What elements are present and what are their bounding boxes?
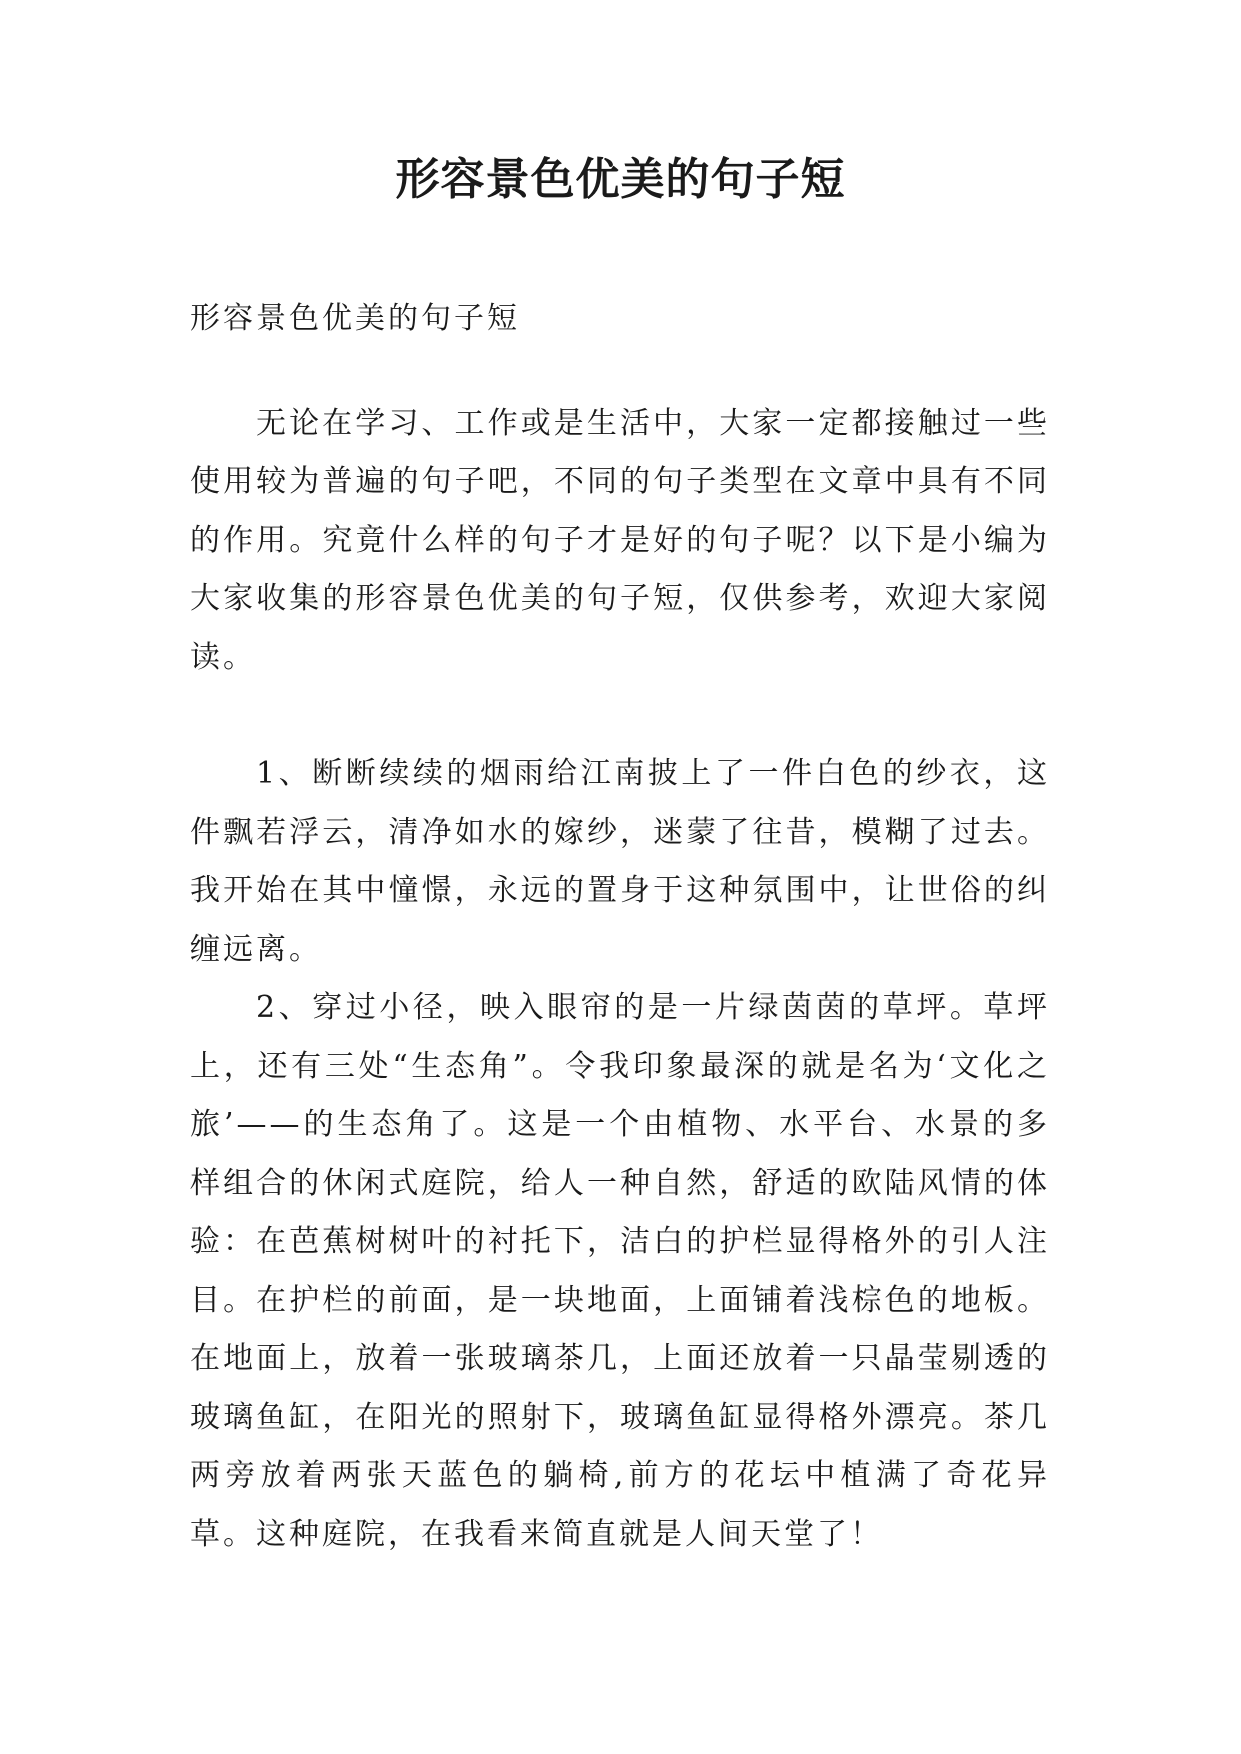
document-title: 形容景色优美的句子短 bbox=[395, 154, 846, 205]
intro-paragraph: 无论在学习、工作或是生活中，大家一定都接触过一些使用较为普遍的句子吧，不同的句子类型在文章中具有不同的作用。究竟什么样的句子才是好的句子呢？以下是小编为大家收集的形容景色优美的句子短，仅供参考，欢迎大家阅读。 bbox=[190, 405, 1050, 675]
document-subtitle: 形容景色优美的句子短 bbox=[190, 301, 520, 336]
paragraph-item-1: 1、断断续续的烟雨给江南披上了一件白色的纱衣，这件飘若浮云，清净如水的嫁纱，迷蒙了往昔，模糊了过去。我开始在其中憧憬，永远的置身于这种氛围中，让世俗的纠缠远离。 bbox=[190, 756, 1050, 967]
document-body bbox=[190, 290, 1050, 1564]
paragraph-item-2: 2、穿过小径，映入眼帘的是一片绿茵茵的草坪。草坪上，还有三处“生态角”。令我印象最深的就是名为‘文化之旅’——的生态角了。这是一个由植物、水平台、水景的多样组合的休闲式庭院，给人一种自然，舒适的欧陆风情的体验：在芭蕉树树叶的衬托下，洁白的护栏显得格外的引人注目。在护栏的前面，是一块地面，上面铺着浅棕色的地板。在地面上，放着一张玻璃茶几，上面还放着一只晶莹剔透的玻璃鱼缸，在阳光的照射下，玻璃鱼缸显得格外漂亮。茶几两旁放着两张天蓝色的躺椅,前方的花坛中植满了奇花异草。这种庭院，在我看来简直就是人间天堂了！ bbox=[190, 990, 1050, 1552]
